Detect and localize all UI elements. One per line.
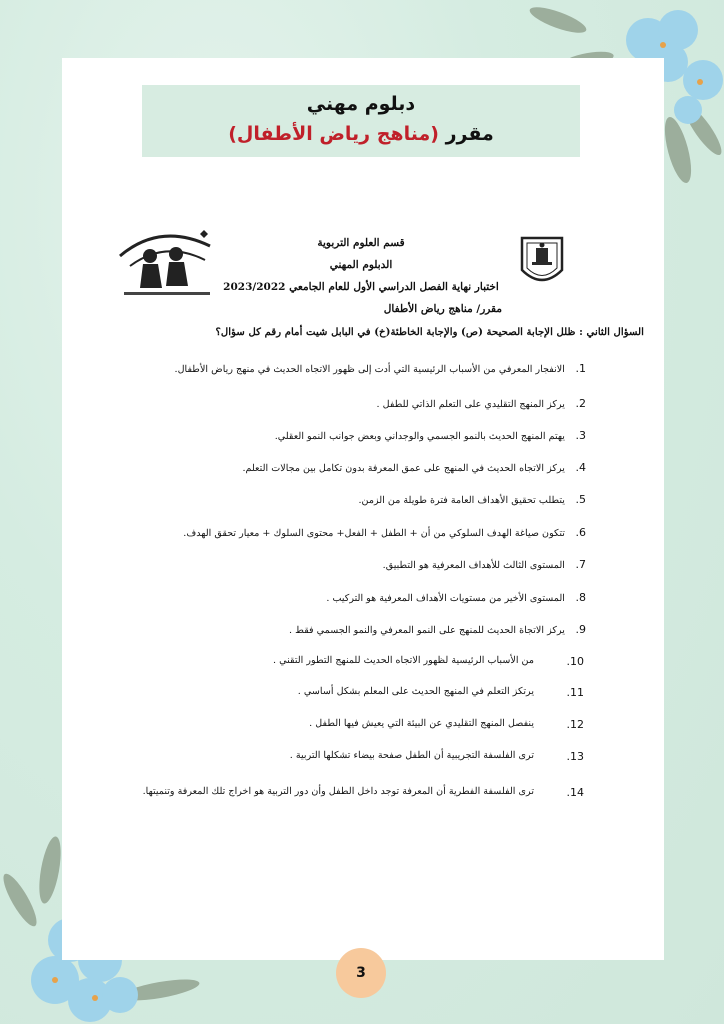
- page-number-badge: 3: [336, 948, 386, 998]
- header-department: قسم العلوم التربوية: [317, 237, 405, 249]
- question-title: السؤال الثاني : ظلل الإجابة الصحيحة (ص) والإجابة الخاطئة(خ) في البابل شيت أمام رقم كل سؤال؟: [215, 326, 644, 338]
- list-item: 9. يركز الاتجاة الحديث للمنهج على النمو المعرفي والنمو الجسمي فقط .: [288, 623, 586, 636]
- list-item: 8. المستوى الأخير من مستويات الأهداف المعرفية هو التركيب .: [326, 591, 586, 604]
- title-banner: [142, 85, 580, 157]
- list-item: 12. ينفصل المنهج التقليدي عن البيئة التي يعيش فيها الطفل .: [309, 718, 584, 731]
- title-course-prefix: مقرر: [445, 123, 494, 145]
- header-exam: اختبار نهاية الفصل الدراسي الأول للعام الجامعي 2023/2022: [223, 281, 499, 293]
- header-course: مقرر/ مناهج رياض الأطفال: [383, 303, 502, 315]
- list-item: 1. الانفجار المعرفي من الأسباب الرئيسية التي أدت إلى ظهور الاتجاه الحديث في منهج رياض الأطفال.: [174, 362, 586, 375]
- header-program: الدبلوم المهني: [329, 259, 393, 271]
- list-item: 4. يركز الاتجاه الحديث في المنهج على عمق المعرفة بدون تكامل بين مجالات التعلم.: [242, 461, 586, 474]
- title-course-name: (مناهج رياض الأطفال): [228, 123, 439, 145]
- list-item: 13. ترى الفلسفة التجريبية أن الطفل صفحة بيضاء تشكلها التربية .: [289, 750, 584, 763]
- list-item: 10. من الأسباب الرئيسية لظهور الاتجاه الحديث للمنهج التطور التقني .: [273, 655, 584, 668]
- list-item: 5. يتطلب تحقيق الأهداف العامة فترة طويلة من الزمن.: [358, 493, 586, 506]
- list-item: 14. ترى الفلسفة الفطرية أن المعرفة توجد داخل الطفل وأن دور التربية هو اخراج تلك المعرفة وتنميتها.: [142, 786, 584, 799]
- title-course: [142, 123, 580, 145]
- list-item: 7. المستوى الثالث للأهداف المعرفية هو التطبيق.: [382, 558, 586, 571]
- list-item: 6. تتكون صياغة الهدف السلوكي من أن + الطفل + الفعل+ محتوى السلوك + معيار تحقق الهدف.: [183, 526, 586, 539]
- page-sheet: [62, 58, 664, 960]
- list-item: 3. يهتم المنهج الحديث بالنمو الجسمي والوجداني وبعض جوانب النمو العقلي.: [274, 429, 586, 442]
- university-logo: [518, 234, 566, 290]
- title-diploma: دبلوم مهني: [306, 93, 416, 115]
- list-item: 2. يركز المنهج التقليدي على التعلم الذاتي للطفل .: [376, 397, 586, 410]
- exam-header: [220, 232, 502, 320]
- list-item: 11. يرتكز التعلم في المنهج الحديث على المعلم بشكل أساسي .: [297, 686, 584, 699]
- college-logo: [110, 226, 222, 302]
